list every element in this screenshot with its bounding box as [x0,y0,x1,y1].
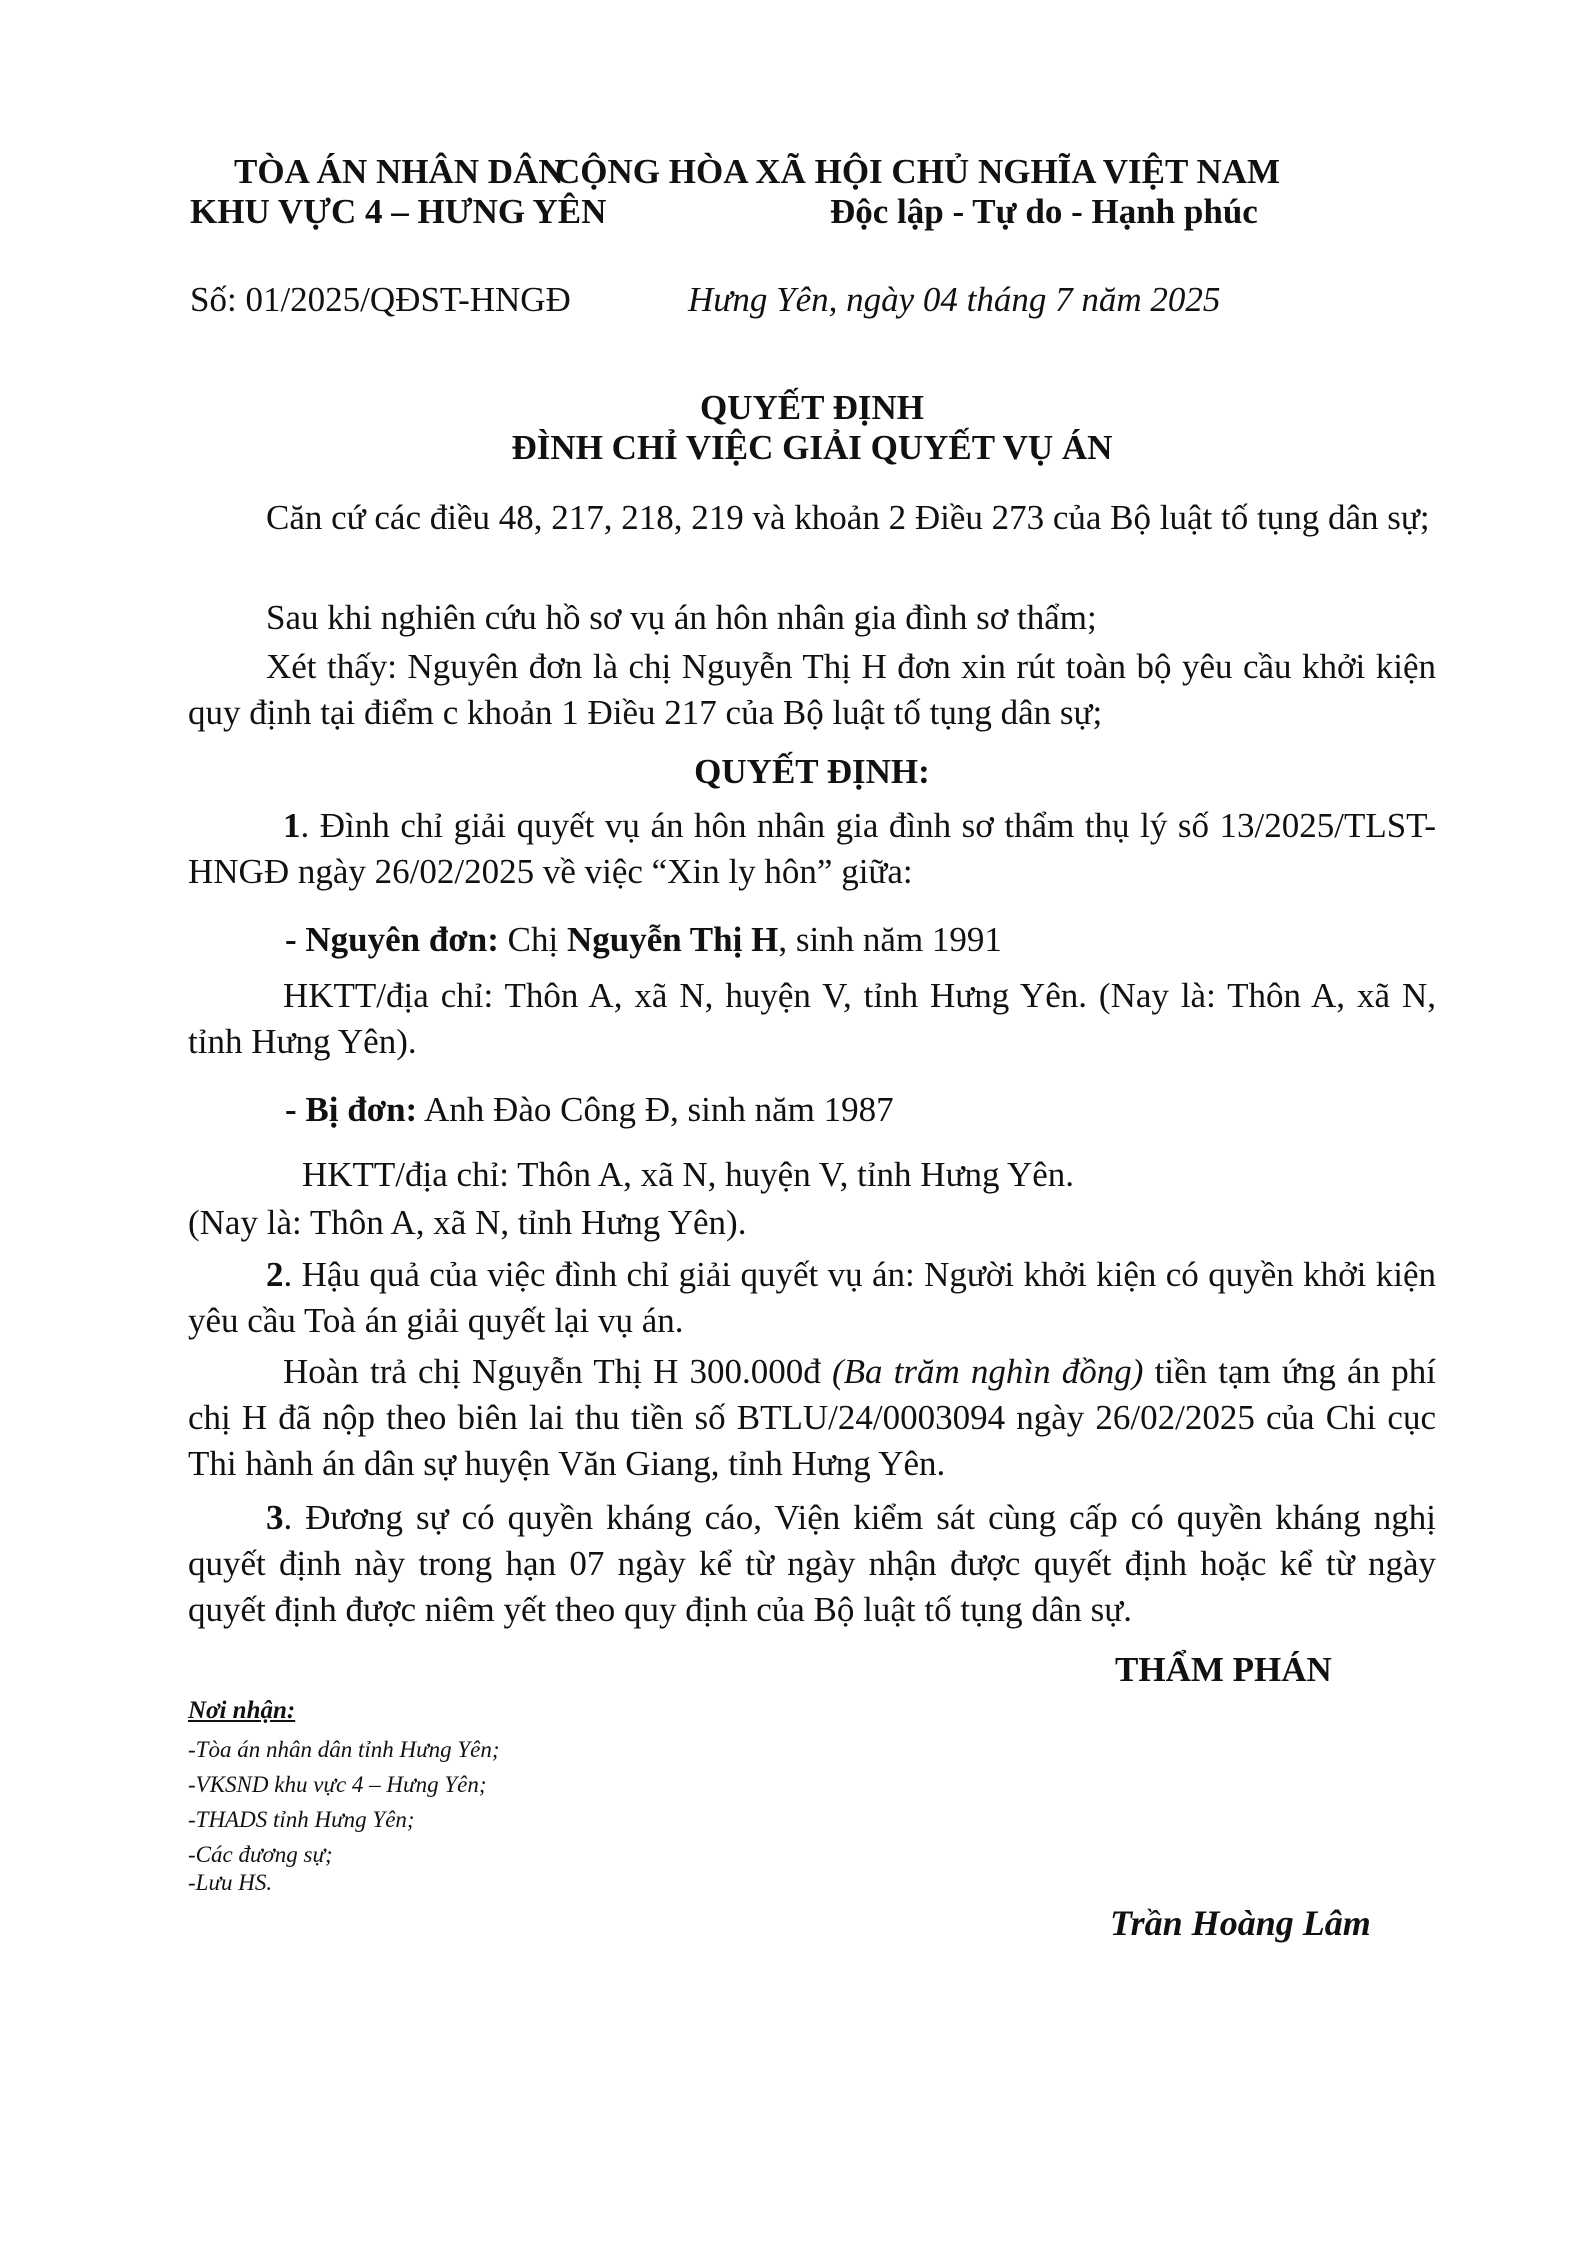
plaintiff-address: HKTT/địa chỉ: Thôn A, xã N, huyện V, tỉnh Hưng Yên. (Nay là: Thôn A, xã N, tỉnh Hưng Yên). [188,976,1436,1061]
nation-motto: Độc lập - Tự do - Hạnh phúc [830,192,1258,231]
decision-heading: QUYẾT ĐỊNH: [694,752,930,791]
refund-amount-words: (Ba trăm nghìn đồng) [831,1352,1144,1391]
defendant-info: Anh Đào Công Đ, sinh năm 1987 [417,1090,894,1129]
plaintiff-label: - Nguyên đơn: [285,920,499,959]
decision-item-2 [188,1252,1436,1344]
judge-title: THẨM PHÁN [1115,1650,1332,1689]
plaintiff-line [285,920,1002,960]
place-date: Hưng Yên, ngày 04 tháng 7 năm 2025 [688,280,1221,319]
plaintiff-prefix: Chị [498,920,567,959]
refund-paragraph [188,1349,1436,1487]
recipients-heading-text: Nơi nhận: [188,1697,296,1724]
recipient-item: -Tòa án nhân dân tỉnh Hưng Yên; [188,1737,500,1762]
item-2-text: . Hậu quả của việc đình chỉ giải quyết vụ án: Người khởi kiện có quyền khởi kiện yêu cầu Toà án giải quyết lại vụ án. [188,1255,1436,1340]
recipients-heading [188,1697,295,1725]
recipient-item: -THADS tỉnh Hưng Yên; [188,1807,415,1832]
refund-text-c: tiền tạm ứng án phí chị H đã nộp theo biên lai thu tiền số BTLU/24/0003094 ngày 26/02/2025 của Chi cục Thi hành án dân sự huyện Văn Giang, tỉnh Hưng Yên. [188,1352,1436,1483]
court-name-line1: TÒA ÁN NHÂN DÂN [234,152,564,191]
nation-title: CỘNG HÒA XÃ HỘI CHỦ NGHĨA VIỆT NAM [555,152,1281,191]
plaintiff-birth: , sinh năm 1991 [778,920,1002,959]
recipient-item: -Lưu HS. [188,1870,273,1895]
item-3-number: 3 [266,1498,284,1537]
basis-paragraph-2: Sau khi nghiên cứu hồ sơ vụ án hôn nhân gia đình sơ thẩm; [266,598,1097,637]
plaintiff-name: Nguyễn Thị H [566,920,779,959]
signer-name: Trần Hoàng Lâm [1110,1903,1371,1943]
basis-paragraph-1: Căn cứ các điều 48, 217, 218, 219 và khoản 2 Điều 273 của Bộ luật tố tụng dân sự; [266,498,1430,537]
item-2-number: 2 [266,1255,284,1294]
defendant-address: HKTT/địa chỉ: Thôn A, xã N, huyện V, tỉnh Hưng Yên. [302,1155,1075,1194]
defendant-label: - Bị đơn: [285,1090,418,1129]
refund-text-a: Hoàn trả chị Nguyễn Thị H 300.000đ [283,1352,832,1391]
item-1-number: 1 [283,806,301,845]
recipient-item: -Các đương sự; [188,1842,333,1867]
defendant-line [285,1090,894,1130]
court-name-line2: KHU VỰC 4 – HƯNG YÊN [190,192,607,231]
recipient-item: -VKSND khu vực 4 – Hưng Yên; [188,1772,487,1797]
item-1-text: . Đình chỉ giải quyết vụ án hôn nhân gia đình sơ thẩm thụ lý số 13/2025/TLST-HNGĐ ngày 26/02/2025 về việc “Xin ly hôn” giữa: [188,806,1436,891]
document-number: Số: 01/2025/QĐST-HNGĐ [190,280,571,319]
basis-paragraph-3: Xét thấy: Nguyên đơn là chị Nguyễn Thị H đơn xin rút toàn bộ yêu cầu khởi kiện quy định tại điểm c khoản 1 Điều 217 của Bộ luật tố tụng dân sự; [188,647,1436,732]
document-title: QUYẾT ĐỊNH [700,388,924,427]
decision-item-3 [188,1495,1436,1633]
item-3-text: . Đương sự có quyền kháng cáo, Viện kiểm sát cùng cấp có quyền kháng nghị quyết định này trong hạn 07 ngày kể từ ngày nhận được quyết định hoặc kể từ ngày quyết định được niêm yết theo quy định của Bộ luật tố tụng dân sự. [188,1498,1436,1629]
document-subtitle: ĐÌNH CHỈ VIỆC GIẢI QUYẾT VỤ ÁN [511,428,1113,467]
defendant-new-address: (Nay là: Thôn A, xã N, tỉnh Hưng Yên). [188,1203,747,1242]
decision-item-1 [188,803,1436,895]
